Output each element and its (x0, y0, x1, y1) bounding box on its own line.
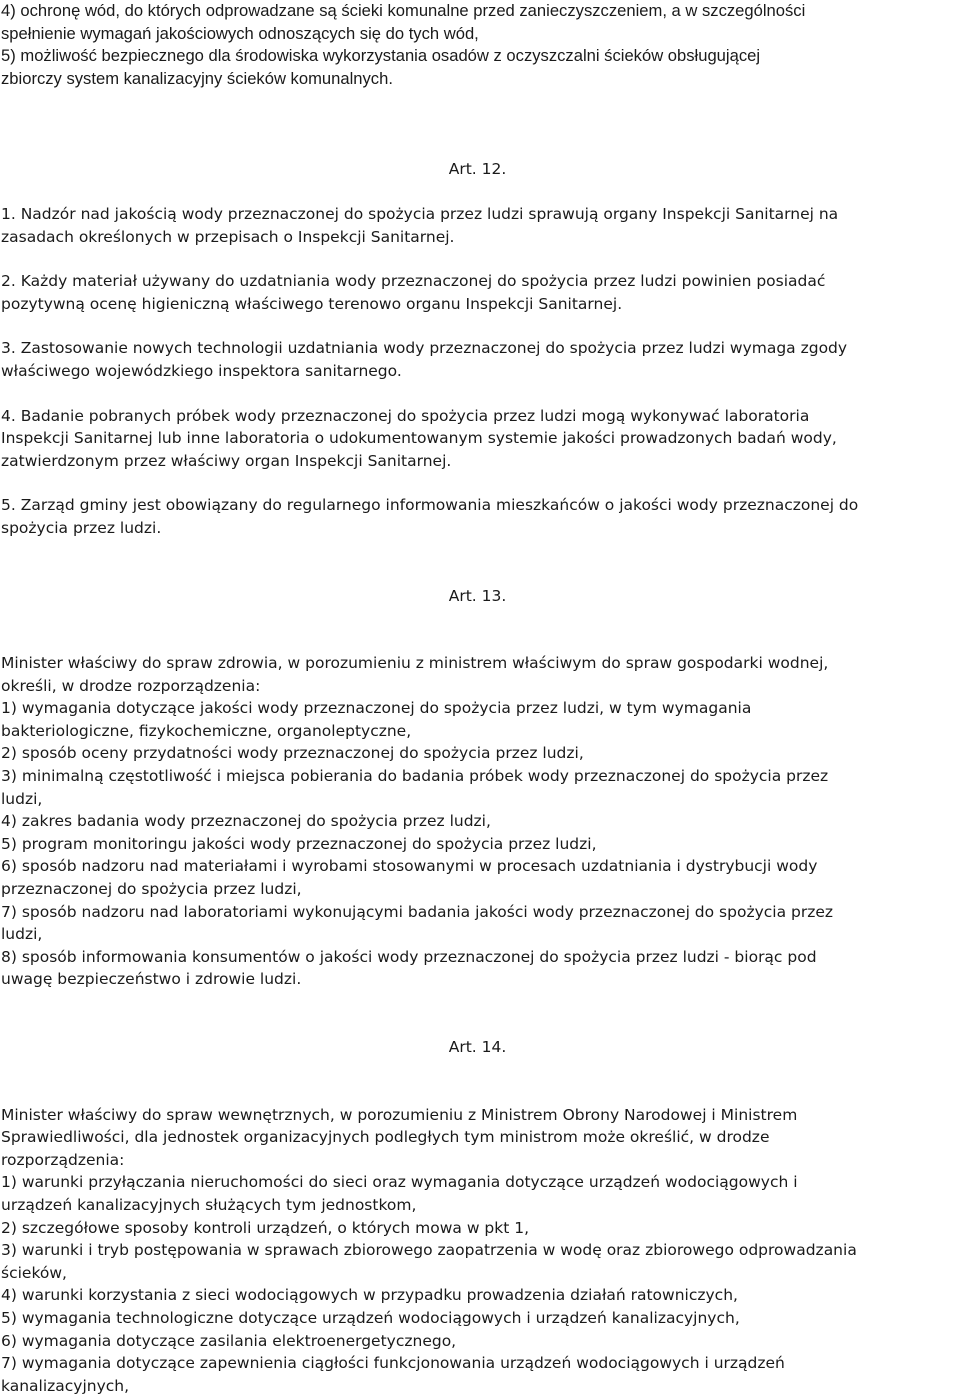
article-13-line: 7) sposób nadzoru nad laboratoriami wykonującymi badania jakości wody przeznaczonej do spożycia przez (1, 902, 834, 921)
article-14-body (1, 1104, 954, 1397)
article-13-line: 5) program monitoringu jakości wody przeznaczonej do spożycia przez ludzi, (1, 834, 597, 853)
intro-line: zbiorczy system kanalizacyjny ścieków komunalnych. (1, 68, 393, 88)
paragraph-line: 4. Badanie pobranych próbek wody przeznaczonej do spożycia przez ludzi mogą wykonywać laboratoria (1, 406, 810, 425)
article-14-line: rozporządzenia: (1, 1150, 125, 1169)
article-13-title: Art. 13. (448, 586, 507, 605)
article-14-line: kanalizacyjnych, (1, 1376, 130, 1395)
article-14-line: 3) warunki i tryb postępowania w sprawach zbiorowego zaopatrzenia w wodę oraz zbiorowego odprowadzania (1, 1241, 857, 1260)
paragraph-line: 5. Zarząd gminy jest obowiązany do regularnego informowania mieszkańców o jakości wody przeznaczonej do (1, 496, 859, 515)
paragraph-line: zasadach określonych w przepisach o Inspekcji Sanitarnej. (1, 227, 455, 246)
intro-line: 5) możliwość bezpiecznego dla środowiska wykorzystania osadów z oczyszczalni ścieków obsługującej (1, 46, 761, 66)
paragraph-line: właściwego wojewódzkiego inspektora sanitarnego. (1, 361, 402, 380)
paragraph-line: 3. Zastosowanie nowych technologii uzdatniania wody przeznaczonej do spożycia przez ludzi wymaga zgody (1, 339, 848, 358)
article-12-paragraph-3 (1, 337, 954, 382)
article-13-line: 3) minimalną częstotliwość i miejsca pobierania do badania próbek wody przeznaczonej do spożycia przez (1, 767, 829, 786)
article-12-title: Art. 12. (448, 160, 507, 179)
article-13-line: 4) zakres badania wody przeznaczonej do spożycia przez ludzi, (1, 812, 491, 831)
article-13-line: ludzi, (1, 925, 43, 944)
article-13-line: 2) sposób oceny przydatności wody przeznaczonej do spożycia przez ludzi, (1, 744, 584, 763)
article-14-line: urządzeń kanalizacyjnych służących tym jednostkom, (1, 1195, 417, 1214)
article-13-line: przeznaczonej do spożycia przez ludzi, (1, 880, 302, 899)
article-13-line: Minister właściwy do spraw zdrowia, w porozumieniu z ministrem właściwym do spraw gospodarki wodnej, (1, 654, 829, 673)
article-12-paragraph-2 (1, 270, 954, 315)
article-13-line: określi, w drodze rozporządzenia: (1, 676, 261, 695)
article-13-line: 8) sposób informowania konsumentów o jakości wody przeznaczonej do spożycia przez ludzi - biorąc pod (1, 947, 817, 966)
intro-line: spełnienie wymagań jakościowych odnoszących się do tych wód, (1, 23, 479, 43)
paragraph-line: Inspekcji Sanitarnej lub inne laboratoria o udokumentowanym systemie jakości prowadzonych badań wody, (1, 429, 837, 448)
paragraph-line: 2. Każdy materiał używany do uzdatniania wody przeznaczonej do spożycia przez ludzi powinien posiadać (1, 272, 826, 291)
article-12-paragraph-5 (1, 494, 954, 539)
article-14-line: 1) warunki przyłączania nieruchomości do sieci oraz wymagania dotyczące urządzeń wodociągowych i (1, 1173, 798, 1192)
article-13-line: uwagę bezpieczeństwo i zdrowie ludzi. (1, 970, 302, 989)
article-14-line: Sprawiedliwości, dla jednostek organizacyjnych podległych tym ministrom może określić, w drodze (1, 1128, 770, 1147)
article-12-paragraph-4 (1, 405, 954, 473)
article-13-body (1, 652, 954, 991)
article-14-title: Art. 14. (448, 1038, 507, 1056)
article-13-line: bakteriologiczne, fizykochemiczne, organoleptyczne, (1, 721, 412, 740)
article-13-line: ludzi, (1, 789, 43, 808)
article-14-line: 7) wymagania dotyczące zapewnienia ciągłości funkcjonowania urządzeń wodociągowych i urządzeń (1, 1354, 785, 1373)
article-13-line: 1) wymagania dotyczące jakości wody przeznaczonej do spożycia przez ludzi, w tym wymagania (1, 699, 752, 718)
article-12-paragraph-1 (1, 203, 954, 248)
article-14-line: ścieków, (1, 1263, 67, 1282)
article-14-line: 5) wymagania technologiczne dotyczące urządzeń wodociągowych i urządzeń kanalizacyjnych, (1, 1308, 740, 1327)
paragraph-line: 1. Nadzór nad jakością wody przeznaczonej do spożycia przez ludzi sprawują organy Inspekcji Sanitarnej na (1, 204, 839, 223)
intro-line: 4) ochronę wód, do których odprowadzane są ścieki komunalne przed zanieczyszczeniem, a w szczególności (1, 1, 806, 20)
article-14-line: 4) warunki korzystania z sieci wodociągowych w przypadku prowadzenia działań ratowniczych, (1, 1286, 738, 1305)
article-14-line: 2) szczegółowe sposoby kontroli urządzeń, o których mowa w pkt 1, (1, 1218, 530, 1237)
article-14-line: 6) wymagania dotyczące zasilania elektroenergetycznego, (1, 1331, 457, 1350)
paragraph-line: zatwierdzonym przez właściwy organ Inspekcji Sanitarnej. (1, 451, 452, 470)
paragraph-line: spożycia przez ludzi. (1, 518, 162, 537)
intro-section (1, 0, 954, 90)
paragraph-line: pozytywną ocenę higieniczną właściwego terenowo organu Inspekcji Sanitarnej. (1, 294, 623, 313)
article-14-line: Minister właściwy do spraw wewnętrznych, w porozumieniu z Ministrem Obrony Narodowej i Ministrem (1, 1105, 798, 1124)
article-13-line: 6) sposób nadzoru nad materiałami i wyrobami stosowanymi w procesach uzdatniania i dystrybucji wody (1, 857, 818, 876)
